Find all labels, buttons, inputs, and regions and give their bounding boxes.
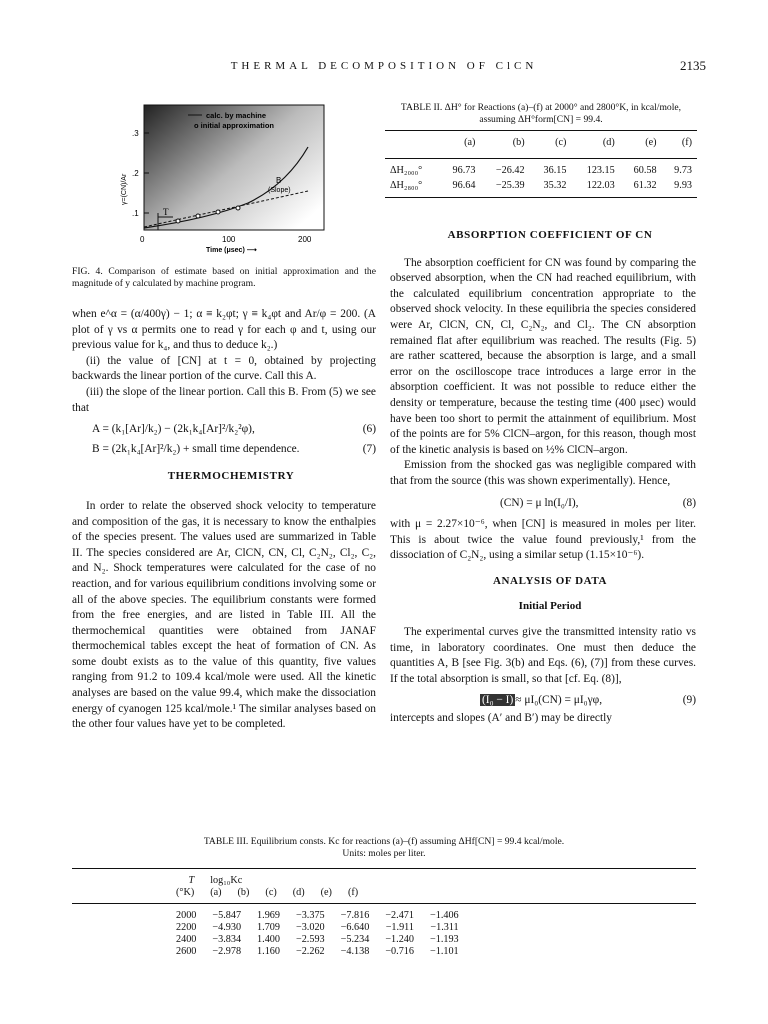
equation-6 — [72, 422, 376, 438]
table-header-row — [168, 875, 366, 887]
table-cell: −5.847 — [212, 910, 242, 921]
table-row — [168, 946, 467, 958]
table-cell: −1.406 — [429, 910, 459, 921]
row-label: ΔH₂₈₀₀° — [390, 180, 423, 191]
table-3-units: Units: moles per liter. — [342, 848, 426, 859]
table-cell: −25.39 — [495, 180, 525, 191]
column-header: T — [188, 875, 195, 886]
y-tick-label: .1 — [132, 209, 139, 218]
table-row — [168, 922, 467, 934]
equation-number: (7) — [362, 442, 376, 455]
table-header-row — [168, 887, 366, 899]
table-cell: 122.03 — [586, 180, 615, 191]
table-cell: −2.262 — [295, 946, 325, 957]
table-cell: −1.311 — [430, 922, 459, 933]
column-header: (f) — [681, 137, 692, 148]
label-slope: (Slope) — [268, 187, 291, 194]
equation-highlight: (I₀ − I) — [482, 694, 514, 707]
table-cell: 96.73 — [452, 165, 476, 176]
equation-text: ≈ μI₀(CN) = μI₀γφ, — [515, 694, 603, 707]
column-header: (e) — [645, 137, 657, 148]
table-cell: −3.375 — [295, 910, 325, 921]
table-2 — [385, 102, 697, 198]
column-header: (c) — [555, 137, 567, 148]
equation-number: (9) — [682, 694, 696, 707]
table-cell: 1.709 — [257, 922, 280, 933]
table-cell: −6.640 — [340, 922, 370, 933]
label-t: T — [163, 207, 169, 217]
y-axis-label: γ=(CN)/Ar — [121, 173, 128, 205]
legend-machine: calc. by machine — [206, 111, 267, 120]
table-cell: −4.930 — [212, 922, 242, 933]
table-cell: 1.160 — [257, 946, 280, 957]
equation-text: (CN) = μ ln(I₀/I), — [500, 496, 579, 509]
paragraph: The absorption coefficient for CN was found by comparing the observed absorption, when the CN had reached equilibrium, with the calculated equilibrium concentration appropriate to the observed shock velocity. In these equilibria the species considered were Ar, ClCN, CN, Cl, C₂N₂, and Cl₂. The CN absorption remained flat after equilibrium was reached. The results (Fig. 5) are rather scattered, because the absorption is large, and a small error on the oscilloscope trace introduces a large error in the absorption coefficient. It was not possible to reduce either the density or temperature, because the testing time (400 μsec) would have been too short to permit the attainment of equilibrium. Most of the points are for 5% ClCN–argon, for this reason, though most of the kinetic analysis is based on ½% ClCN–argon. — [390, 256, 696, 456]
column-header: (d) — [292, 887, 305, 898]
table-cell: −0.716 — [385, 946, 414, 957]
table-cell: 9.73 — [674, 165, 692, 176]
column-header: (b) — [512, 137, 525, 148]
approx-point — [196, 214, 200, 218]
paragraph: (ii) the value of [CN] at t = 0, obtained by projecting backwards the linear portion of the curve. Call this A. — [72, 354, 376, 383]
section-heading: THERMOCHEMISTRY — [167, 470, 295, 483]
table-cell: 2400 — [176, 934, 197, 945]
paragraph: Emission from the shocked gas was negligible compared with that from the source (this was shown experimentally). Hence, — [390, 459, 696, 487]
table-cell: 9.93 — [674, 180, 692, 191]
y-tick-label: .3 — [132, 129, 139, 138]
table-cell: 61.32 — [633, 180, 657, 191]
approx-point — [236, 206, 240, 210]
paragraph: (iii) the slope of the linear portion. Call this B. From (5) we see that — [72, 385, 376, 414]
column-header: (a) — [464, 137, 476, 148]
table-cell: −7.816 — [340, 910, 370, 921]
column-header: (d) — [602, 137, 615, 148]
equation-text: B = (2k₁k₄[Ar]²/k₂) + small time dependence. — [92, 442, 300, 455]
column-header: (e) — [320, 887, 332, 898]
equation-8 — [390, 496, 696, 512]
column-header: (f) — [347, 887, 359, 898]
table-cell: 2000 — [176, 910, 197, 921]
left-column — [72, 307, 376, 733]
table-cell: −2.978 — [212, 946, 242, 957]
table-cell: 123.15 — [586, 165, 615, 176]
x-tick-label: 0 — [140, 235, 145, 244]
y-tick-label: .2 — [132, 169, 139, 178]
running-title: THERMAL DECOMPOSITION OF ClCN — [230, 60, 538, 72]
paragraph: with μ = 2.27×10⁻⁶, when [CN] is measured in moles per liter. This is about twice the value found previously,¹ from the dissociation of C₂N₂, using a similar setup (1.15×10⁻⁶). — [390, 518, 696, 562]
table-3-caption: TABLE III. Equilibrium consts. Kc for reactions (a)–(f) assuming ΔHf[CN] = 99.4 kcal/mole. — [203, 836, 565, 847]
table-cell: 35.32 — [543, 180, 567, 191]
x-axis-label: Time (μsec) ⟶ — [206, 247, 257, 254]
paragraph: In order to relate the observed shock velocity to temperature and composition of the gas, it is necessary to know the enthalpies of the species present. The values used are summarized in Table II. The species considered are Ar, ClCN, CN, Cl, C₂N₂, Cl₂, C₂, and N₂. Shock temperatures were calculated for the case of no reaction, and for various equilibrium conditions involving some or all of the above species. The equilibrium constants were formed from the free energies, and are listed in Table III. All the thermochemical quantities were obtained from JANAF thermochemical tables except the heat of formation of CN. As some doubt exists as to the value of this quantity, five values ranging from 91.2 to 109.4 kcal/mole were used. All the kinetic analyses are based on the value 99.4, which make the dissociation energy of cyanogen 125 kcal/mole.¹ The similar analyses based on the other four values have yet to be completed. — [72, 499, 376, 731]
table-cell: −1.101 — [429, 946, 459, 957]
table-cell: −3.020 — [295, 922, 325, 933]
table-row — [385, 165, 697, 176]
table-cell: 1.969 — [257, 910, 280, 921]
table-3 — [72, 836, 696, 958]
table-cell: −3.834 — [212, 934, 242, 945]
table-cell: −1.193 — [429, 934, 459, 945]
table-cell: −26.42 — [495, 165, 525, 176]
table-2-grid — [385, 137, 697, 198]
row-label: ΔH₂₀₀₀° — [390, 165, 423, 176]
table-3-grid — [168, 875, 366, 899]
equation-number: (6) — [362, 423, 376, 436]
table-cell: 60.58 — [633, 165, 657, 176]
x-tick-label: 100 — [222, 235, 236, 244]
column-header: (b) — [237, 887, 250, 898]
table-2-caption: TABLE II. ΔH° for Reactions (a)–(f) at 2000° and 2800°K, in kcal/mole, assuming ΔH°form[CN] = 99.4. — [400, 102, 682, 125]
column-header: log₁₀Kc — [210, 875, 243, 886]
column-header: (°K) — [176, 887, 195, 898]
table-row — [168, 934, 467, 946]
table-3-body — [168, 910, 467, 958]
figure-4 — [118, 95, 338, 265]
section-heading: ABSORPTION COEFFICIENT OF CN — [447, 229, 653, 241]
table-cell: 96.64 — [452, 180, 476, 191]
table-row — [385, 180, 697, 191]
subsection-heading: Initial Period — [518, 600, 582, 613]
figure-4-caption: FIG. 4. Comparison of estimate based on initial approximation and the magnitude of y calculated by machine program. — [72, 266, 376, 289]
legend-approx: o initial approximation — [194, 121, 275, 130]
equation-text: A = (k₁[Ar]/k₂) − (2k₁k₄[Ar]²/k₂²φ), — [92, 423, 255, 436]
paragraph: The experimental curves give the transmitted intensity ratio vs time, in laboratory coordinates. One must then deduce the quantities A, B [see Fig. 3(b) and Eqs. (6), (7)] from these curves. If the total absorption is small, so that [cf. Eq. (8)], — [390, 626, 696, 685]
column-header: (c) — [265, 887, 277, 898]
page-number: 2135 — [680, 58, 706, 73]
table-cell: 2600 — [176, 946, 197, 957]
table-cell: −1.240 — [385, 934, 414, 945]
table-cell: −2.471 — [385, 910, 414, 921]
paragraph: intercepts and slopes (A′ and B′) may be directly — [390, 712, 612, 725]
table-cell: 36.15 — [543, 165, 567, 176]
equation-number: (8) — [682, 496, 696, 509]
table-cell: −4.138 — [340, 946, 370, 957]
section-heading: ANALYSIS OF DATA — [492, 574, 608, 587]
approx-point — [176, 219, 180, 223]
paragraph: when e^α = (α/400γ) − 1; α ≡ k₂φt; γ ≡ k₄φt and Ar/φ = 200. (A plot of γ vs α permits one to read γ for each φ and t, using our previous value for k₄, and thus to deduce k₂.) — [72, 308, 376, 352]
approx-point — [216, 210, 220, 214]
table-header-row — [385, 137, 697, 148]
label-b: B — [276, 176, 282, 185]
table-cell: 1.400 — [257, 934, 280, 945]
equation-7 — [72, 442, 376, 458]
table-cell: −1.911 — [385, 922, 414, 933]
table-cell: 2200 — [176, 922, 197, 933]
table-row — [168, 910, 467, 922]
equation-9 — [390, 693, 696, 709]
column-header: (a) — [210, 887, 222, 898]
table-cell: −5.234 — [340, 934, 370, 945]
table-cell: −2.593 — [295, 934, 325, 945]
right-column — [390, 228, 696, 727]
x-tick-label: 200 — [298, 235, 312, 244]
